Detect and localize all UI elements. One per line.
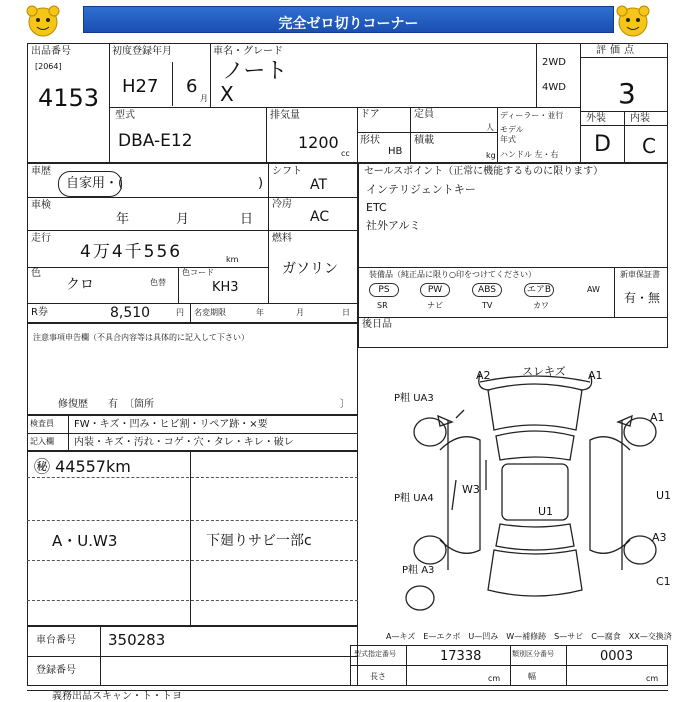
diagram-label-p3: P粗 A3	[402, 565, 435, 576]
transfer-year: 年	[256, 308, 264, 317]
recycle-label: R券	[31, 307, 48, 318]
sales-item-1: インテリジェントキー	[366, 183, 476, 196]
color-value: クロ	[66, 277, 94, 293]
history-circle	[58, 171, 122, 197]
diagram-label-p2: P粗 UA4	[394, 493, 434, 504]
mileage-unit: km	[226, 255, 239, 264]
sales-label: セールスポイント（正常に機能するものに限ります）	[364, 166, 604, 177]
equip-sr: SR	[377, 301, 388, 310]
color-change-label: 色替	[150, 278, 166, 287]
chassis-value: 350283	[108, 631, 166, 649]
transfer-label: 名変期限	[194, 308, 226, 317]
mileage-value: 4万4千556	[80, 242, 183, 262]
shift-value: AT	[310, 177, 328, 193]
load-unit: kg	[486, 151, 496, 160]
check-row-2: 内装・キズ・汚れ・コゲ・穴・タレ・キレ・破レ	[74, 437, 294, 448]
model-designation-label: 型式指定番号	[354, 650, 396, 658]
equip-tv: TV	[482, 301, 493, 310]
color-code-label: 色コード	[182, 268, 214, 277]
dims-length: 長さ	[370, 672, 386, 681]
history-value: 自家用・(	[66, 176, 124, 191]
model-value: DBA-E12	[118, 131, 193, 151]
diagram-label-p1: P粗 UA3	[394, 393, 434, 404]
diagram-label-a1: A1	[650, 411, 665, 424]
dealer-l2: モデル	[500, 125, 524, 134]
score-label: 評価点	[596, 45, 638, 56]
shift-label: シフト	[272, 166, 302, 177]
mileage-label: 走行	[31, 233, 51, 244]
repair-label: 修復歴	[58, 399, 88, 410]
diagram-label-c1: C1	[656, 575, 671, 588]
transfer-day: 日	[342, 308, 350, 317]
equip-aw: AW	[587, 285, 600, 294]
equip-leather: カワ	[533, 301, 549, 310]
drive-2wd: 2WD	[542, 57, 566, 68]
repair-loc: 〔箇所	[124, 399, 154, 410]
fuel-value: ガソリン	[282, 261, 338, 277]
diagram-label-a3: A3	[652, 531, 667, 544]
check-label-2: 記入欄	[30, 437, 54, 446]
ac-label: 冷房	[272, 199, 292, 210]
rear-label: 後日品	[362, 319, 392, 330]
score-ext-label: 外装	[586, 113, 606, 124]
registration-month: 6	[186, 76, 198, 97]
memo-note-2: 下廻りサビ一部c	[206, 533, 312, 549]
check-row-1: FW・キズ・凹み・ヒビ割・リペア跡・×要	[74, 419, 268, 430]
header-title: 完全ゼロ切りコーナー	[278, 16, 419, 32]
sales-item-2: ETC	[366, 201, 387, 214]
history-label: 車歴	[31, 166, 51, 177]
car-diagram	[380, 360, 680, 620]
ac-value: AC	[310, 209, 330, 225]
model-designation-value: 17338	[440, 649, 482, 664]
check-label-1: 検査員	[30, 419, 54, 428]
category-label: 類別区分番号	[512, 650, 554, 658]
recycle-value: 8,510	[110, 305, 151, 321]
dealer-l4: ハンドル 左・右	[500, 150, 559, 159]
equip-navi: ナビ	[427, 301, 443, 310]
inspection-label: 車検	[31, 200, 51, 211]
equip-abs: ABS	[472, 283, 502, 297]
equip-pw: PW	[420, 283, 450, 297]
equipment-label: 装備品（純正品に限り○印をつけてください）	[369, 270, 536, 279]
warranty-label: 新車保証書	[620, 270, 660, 279]
repair-value: 有	[108, 399, 118, 410]
score-ext: D	[594, 132, 611, 157]
recycle-unit: 円	[176, 308, 184, 317]
legend: A—キズ E—エクボ U—凹み W—補修跡 S—サビ C—腐食 XX—交換済	[386, 632, 672, 641]
diagram-top-a2: A2	[476, 369, 491, 382]
chassis-label: 車台番号	[36, 635, 76, 646]
fuel-label: 燃料	[272, 233, 292, 244]
score-int: C	[642, 134, 656, 158]
engine-value: 1200	[298, 133, 339, 152]
drive-4wd: 4WD	[542, 82, 566, 93]
lot-label: 出品番号	[31, 46, 71, 57]
repair-close: 〕	[340, 399, 350, 410]
doors-shape: HB	[388, 146, 403, 157]
inspection-month: 月	[176, 212, 190, 227]
memo-mileage: ㊙ 44557km	[34, 457, 131, 476]
dims-unit-1: cm	[488, 674, 501, 683]
engine-unit: cc	[341, 149, 350, 158]
capacity-label: 定員	[414, 109, 434, 120]
notes-label: 注意事項申告欄（不具合内容等は具体的に記入して下さい）	[33, 333, 249, 342]
dims-width: 幅	[528, 672, 536, 681]
dealer-l1: ディーラー・並行	[500, 111, 564, 120]
color-code: KH3	[212, 280, 239, 295]
lot-sub: [2064]	[35, 62, 62, 71]
lot-number: 4153	[38, 84, 100, 112]
warranty-value: 有・無	[624, 291, 661, 305]
car-name: ノート	[222, 59, 288, 84]
color-label: 色	[31, 268, 41, 279]
mascot-left-icon	[22, 4, 64, 40]
history-close: )	[258, 176, 264, 191]
header-bar	[83, 6, 614, 33]
model-label: 型式	[115, 110, 135, 121]
equip-airbag: エアB	[524, 283, 554, 297]
diagram-top-scratch: スレキズ	[522, 365, 566, 378]
score-value: 3	[618, 77, 636, 110]
category-value: 0003	[600, 649, 634, 664]
diagram-label-u1-right: U1	[656, 489, 672, 502]
inspection-day: 日	[240, 212, 254, 227]
inspection-year: 年	[116, 212, 130, 227]
equip-ps: PS	[369, 283, 399, 297]
footer-text: 義務出品スキャン・ト・トヨ	[52, 691, 182, 702]
sales-item-3: 社外アルミ	[366, 219, 421, 232]
registration-era: H27	[122, 76, 159, 97]
diagram-top-a1: A1	[588, 369, 603, 382]
mascot-right-icon	[612, 4, 654, 40]
registration-month-unit: 月	[200, 94, 208, 103]
doors-label: ドア	[360, 109, 380, 120]
engine-label: 排気量	[270, 110, 300, 121]
diagram-label-u1-mid: U1	[538, 505, 554, 518]
dims-unit-2: cm	[646, 674, 659, 683]
dealer-l3: 年式	[500, 135, 516, 144]
load-label: 積載	[414, 135, 434, 146]
memo-note-1: A・U.W3	[52, 532, 118, 550]
score-int-label: 内装	[630, 113, 650, 124]
car-grade: X	[220, 82, 234, 106]
registration-label: 初度登録年月	[112, 46, 172, 57]
doors-shape-label: 形状	[360, 135, 380, 146]
diagram-label-w3: W3	[462, 483, 480, 496]
capacity-unit: 人	[486, 123, 494, 132]
reg-number-label: 登録番号	[36, 665, 76, 676]
car-label: 車名・グレード	[213, 46, 283, 57]
transfer-month: 月	[296, 308, 304, 317]
